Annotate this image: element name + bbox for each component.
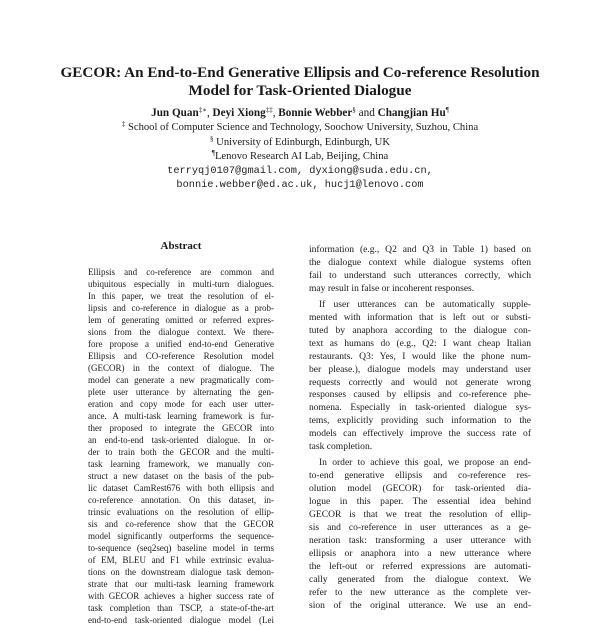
author-name: Deyi Xiong (212, 107, 266, 119)
text-line: may result in false or incoherent responses. (309, 282, 475, 294)
text-line: der to train both the GECOR and the multi- (88, 447, 274, 457)
body-paragraph-3 (309, 457, 531, 612)
author-joiner: and (355, 107, 378, 119)
text-line: sis and co-reference in user utterances as a ge- (309, 522, 531, 534)
text-line: co-reference annotation. On this dataset, in- (88, 495, 274, 505)
text-line: fail to understand such utterances correctly, which (309, 269, 531, 281)
text-line: sion of the original utterance. We use an end- (309, 599, 531, 611)
text-line: cally generated from the dialogue context. We (309, 573, 531, 585)
author-list (40, 106, 560, 120)
text-line: ellipsis or anaphora into a new utterance where (309, 547, 531, 559)
text-line: plete user utterance by alternating the gen- (88, 387, 274, 397)
text-line: eration and copy mode for each user utter- (88, 399, 274, 409)
text-line: to-end generative ellipsis and co-reference res- (309, 470, 531, 482)
affiliation-mark: ¶ (211, 149, 215, 157)
body-column (309, 244, 531, 613)
text-line: task completion than TSCP, a state-of-the-art (88, 603, 274, 613)
author-mark: ¶ (445, 106, 449, 114)
email-line-1: terryqj0107@gmail.com, dyxiong@suda.edu.cn, (167, 165, 433, 177)
affiliation-mark: ‡ (121, 120, 126, 128)
affiliation (40, 136, 560, 149)
text-line: fore propose a unified end-to-end Generative (88, 339, 274, 349)
text-line: nomena. Especially in task-oriented dialogue sys- (309, 402, 531, 414)
text-line: tems, explicitly providing such information to the (309, 415, 531, 427)
text-line: Ellipsis and co-reference are common and (88, 267, 274, 277)
affiliation-text: Lenovo Research AI Lab, Beijing, China (214, 151, 389, 162)
paper-title (40, 64, 560, 100)
text-line: strate that our multi-task learning framework (88, 579, 274, 589)
affiliation-text: University of Edinburgh, Edinburgh, UK (216, 137, 390, 148)
author-mark: ‡‡ (265, 106, 273, 114)
affiliation-mark: § (210, 135, 214, 143)
author-name: Jun Quan (151, 107, 199, 119)
author-joiner: , (206, 107, 213, 119)
text-line: to-sequence (seq2seq) baseline model in terms (88, 543, 274, 553)
affiliation (40, 121, 560, 134)
text-line: restaurants. Q3: Yes, I would like the phone num- (309, 350, 531, 362)
author-name: Changjian Hu (377, 107, 446, 119)
author-name: Bonnie Webber (278, 107, 353, 119)
text-line: of EM, BLEU and F1 while extrinsic evalua- (88, 555, 274, 565)
title-line-2: Model for Task-Oriented Dialogue (188, 82, 412, 99)
body-paragraph-1 (309, 244, 531, 296)
text-line: responses caused by ellipsis and co-reference phe- (309, 389, 531, 401)
text-line: models can effectively improve the success rate of (309, 428, 531, 440)
text-line: ubiquitous especially in multi-turn dialogues. (88, 279, 274, 289)
author-mark: ‡∗ (198, 106, 207, 114)
text-line: end-to-end task-oriented dialogue model (Lei (88, 615, 274, 625)
author-mark: § (352, 106, 356, 114)
text-line: sions from the dialogue context. We there- (88, 327, 274, 337)
text-line: information (e.g., Q2 and Q3 in Table 1) based on (309, 244, 531, 255)
email-line-2: bonnie.webber@ed.ac.uk, hucj1@lenovo.com (176, 179, 424, 191)
text-line: lic dataset CamRest676 with both ellipsis and (88, 483, 274, 493)
text-line: task completion. (309, 441, 373, 453)
text-line: (GECOR) in the context of dialogue. The (88, 363, 274, 373)
text-line: sis and co-reference show that the GECOR (88, 519, 274, 529)
text-line: with GECOR achieves a higher success rate of (88, 591, 274, 601)
text-line: requests correctly and would not generate wrong (309, 376, 531, 388)
text-line: GECOR is that we treat the resolution of ellip- (309, 509, 531, 521)
text-line: text as humans do (e.g., Q2: I want cheap Italian (309, 337, 531, 349)
text-line: refer to the new utterance as the complete ver- (309, 586, 531, 598)
text-line: task learning framework, we manually con- (88, 459, 274, 469)
text-line: olution model (GECOR) for task-oriented dia- (309, 483, 531, 495)
text-line: Ellipsis and CO-reference Resolution model (88, 351, 274, 361)
text-line: the dialogue context while dialogue systems often (309, 256, 531, 268)
text-line: In order to achieve this goal, we propose an end- (319, 457, 531, 469)
text-line: tuted by anaphora according to the dialogue con- (309, 324, 531, 336)
text-line: neration task: transforming a user utterance with (309, 534, 531, 546)
text-line: model significantly outperforms the sequence- (88, 531, 274, 541)
text-line: lem of generating omitted or referred expres- (88, 315, 274, 325)
text-line: tions on the downstream dialogue task demon- (88, 567, 274, 577)
text-line: ance. A multi-task learning framework is fur- (88, 411, 274, 421)
text-line: In this paper, we treat the resolution of el- (88, 291, 274, 301)
text-line: mented with information that is left out or substi- (309, 311, 531, 323)
text-line: ber please.), dialogue models may understand user (309, 363, 531, 375)
text-line: trinsic evaluations on the resolution of ellip- (88, 507, 274, 517)
abstract-heading: Abstract (160, 240, 202, 252)
text-line: If user utterances can be automatically supple- (319, 298, 531, 310)
text-line: the left-out or referred expressions are automati- (309, 560, 531, 572)
text-line: struct a new dataset on the basis of the pub- (88, 471, 274, 481)
abstract-body (88, 266, 274, 626)
title-line-1: GECOR: An End-to-End Generative Ellipsis and Co-reference Resolution (60, 64, 540, 81)
text-line: an end-to-end task-oriented dialogue. In or- (88, 435, 274, 445)
text-line: ther proposed to integrate the GECOR into (88, 423, 274, 433)
text-line: model can generate a new pragmatically com- (88, 375, 274, 385)
affiliation-text: School of Computer Science and Technology, Soochow University, Suzhou, China (127, 122, 479, 133)
text-line: lipsis and co-reference in dialogue as a prob- (88, 303, 274, 313)
text-line: logue in this paper. The essential idea behind (309, 496, 531, 508)
author-joiner: , (272, 107, 279, 119)
affiliation (40, 150, 560, 163)
body-paragraph-2 (309, 299, 531, 454)
abstract-paragraph (88, 266, 274, 626)
